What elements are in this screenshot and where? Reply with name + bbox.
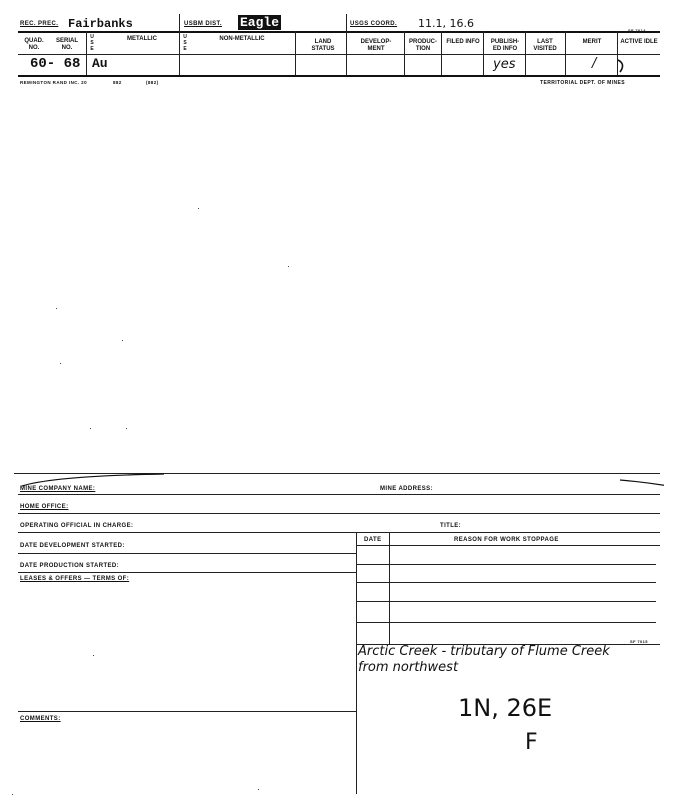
col-active-idle: ACTIVE IDLE: [620, 39, 658, 45]
top-tear-line: [14, 470, 664, 492]
col-non-metallic: NON-METALLIC: [219, 36, 265, 42]
rec-prec-value: Fairbanks: [68, 17, 133, 31]
usbm-dist-value: Eagle: [240, 15, 280, 30]
location-note: 1N, 26E: [458, 694, 553, 722]
metallic-value: Au: [92, 56, 108, 71]
stoppage-date-header: DATE: [364, 537, 382, 543]
form-number-bottom: SF 7015: [630, 639, 648, 644]
meridian-note: F: [525, 730, 538, 755]
active-idle-mark-icon: [614, 58, 630, 76]
date-production-started-label: DATE PRODUCTION STARTED:: [20, 563, 120, 569]
home-office-label: HOME OFFICE:: [20, 504, 69, 510]
rec-prec-label: REC. PREC.: [20, 21, 59, 27]
note-line-2: from northwest: [358, 660, 459, 675]
footer-left-code: 882: [113, 80, 122, 85]
col-filed-info: FILED INFO: [446, 39, 480, 45]
usgs-coord-label: USGS COORD.: [350, 21, 398, 27]
comments-label: COMMENTS:: [20, 716, 61, 722]
merit-value: /: [592, 56, 597, 71]
col-production: PRODUC- TION: [409, 39, 437, 52]
col-published-info: PUBLISH- ED INFO: [490, 39, 520, 52]
footer-left: REMINGTON RAND INC. 20: [20, 80, 87, 85]
leases-offers-label: LEASES & OFFERS — TERMS OF:: [20, 576, 130, 582]
quad-serial-value: 60- 68: [30, 56, 81, 72]
stoppage-reason-header: REASON FOR WORK STOPPAGE: [454, 537, 559, 543]
col-serial-no: SERIAL NO.: [55, 38, 78, 51]
col-use-2: U S E: [183, 34, 187, 52]
published-info-value: yes: [493, 57, 516, 72]
usgs-coord-value: 11.1, 16.6: [418, 17, 474, 30]
mine-company-name-label: MINE COMPANY NAME:: [20, 486, 96, 492]
col-use-1: U S E: [90, 34, 94, 52]
col-merit: MERIT: [582, 39, 602, 45]
operating-official-label: OPERATING OFFICIAL IN CHARGE:: [20, 523, 134, 529]
note-line-1: Arctic Creek - tributary of Flume Creek: [358, 644, 610, 659]
col-last-visited: LAST VISITED: [533, 39, 557, 52]
col-quad-no: QUAD. NO.: [24, 38, 44, 51]
footer-left-paren: (882): [146, 80, 159, 85]
form-number-top: SF 7014: [628, 28, 646, 33]
footer-right: TERRITORIAL DEPT. OF MINES: [540, 80, 625, 86]
col-development: DEVELOP- MENT: [360, 39, 392, 52]
title-label: TITLE:: [440, 523, 462, 529]
col-land-status: LAND STATUS: [311, 39, 335, 52]
col-metallic: METALLIC: [127, 36, 157, 42]
usbm-dist-label: USBM DIST.: [184, 21, 223, 27]
mine-address-label: MINE ADDRESS:: [380, 486, 433, 492]
date-development-started-label: DATE DEVELOPMENT STARTED:: [20, 543, 125, 549]
